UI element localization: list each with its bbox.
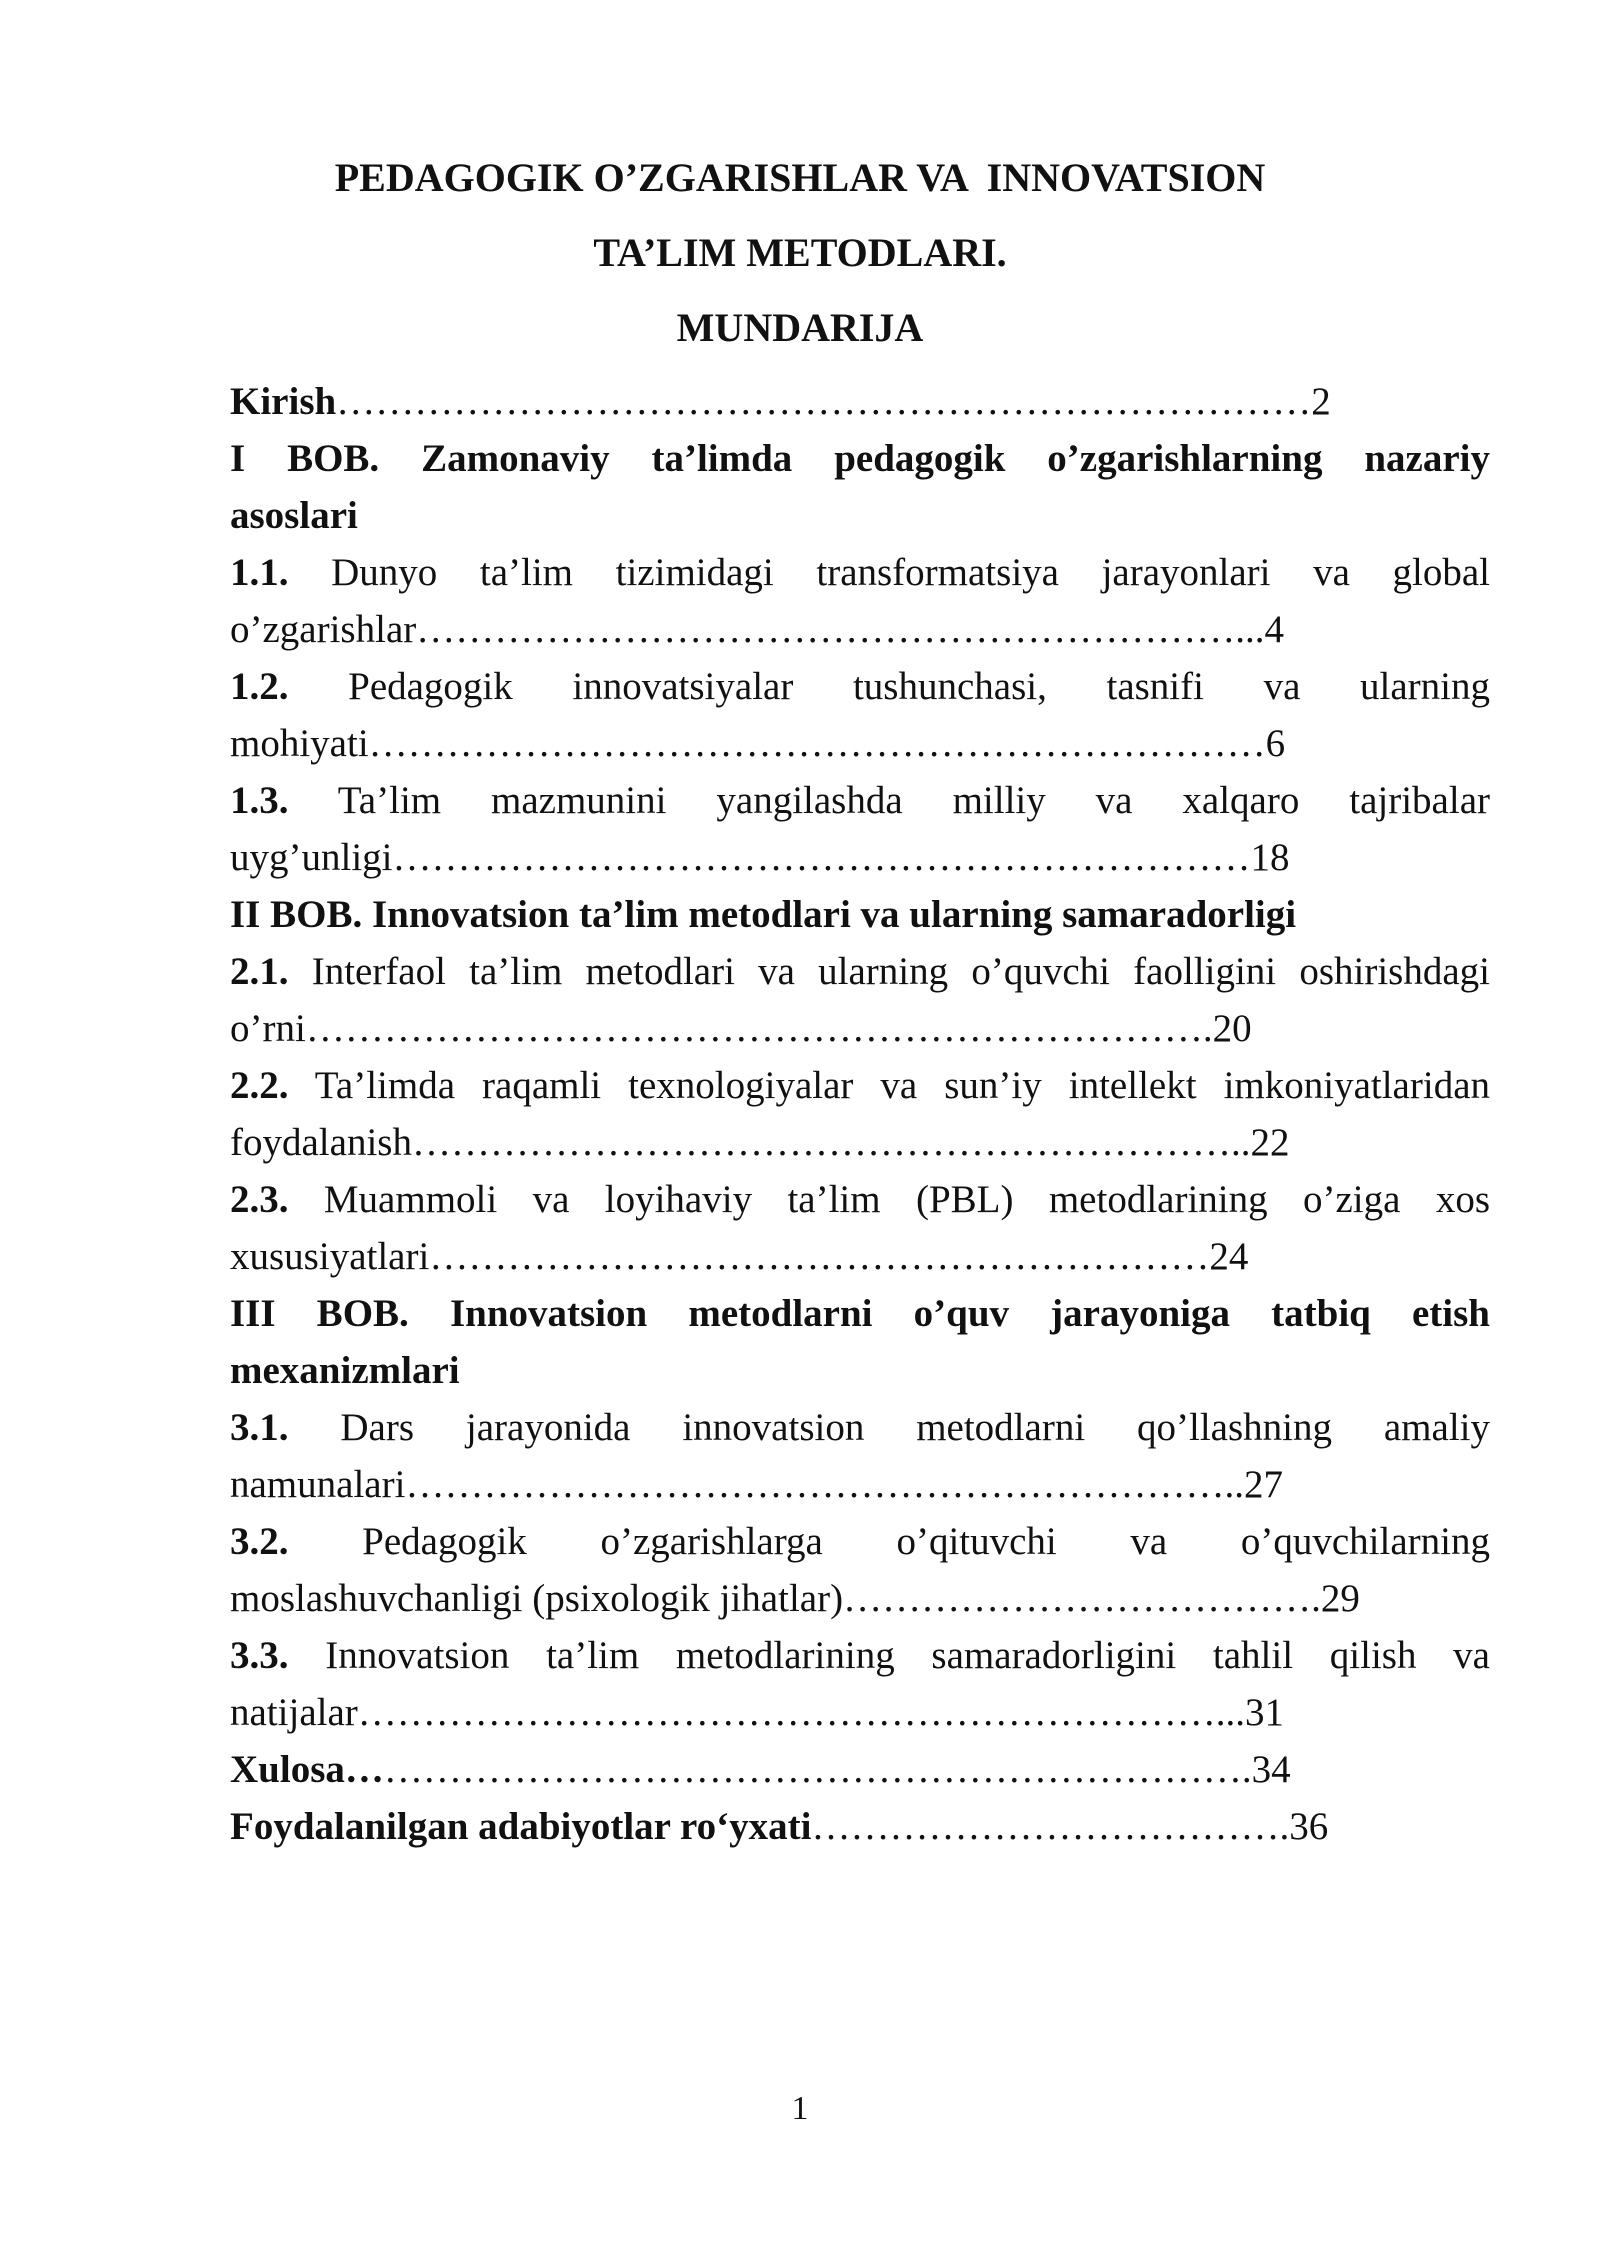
toc-entry-title-cont: uyg’unligi	[230, 836, 393, 879]
toc-entry-title-cont: o’rni	[230, 1007, 306, 1050]
page-number: 1	[791, 2090, 809, 2127]
toc-entry-1-2	[230, 658, 1490, 715]
toc-page-number: 20	[1212, 1007, 1252, 1050]
toc-chapter-1-heading: I BOB. Zamonaviy ta’limda pedagogik o’zgarishlarning nazariy	[230, 437, 1490, 480]
toc-page-number: 29	[1320, 1577, 1360, 1620]
toc-entry-title-cont: mohiyati	[230, 722, 369, 765]
toc-entry-title-cont: natijalar	[230, 1691, 358, 1734]
toc-section-number: 3.2.	[230, 1520, 289, 1563]
toc-chapter-2-heading: II BOB. Innovatsion ta’lim metodlari va ularning samaradorligi	[230, 893, 1297, 936]
toc-entry-title: Pedagogik innovatsiyalar tushunchasi, tasnifi va ularning	[288, 665, 1490, 708]
toc-chapter-3-heading-cont: mexanizmlari	[230, 1349, 460, 1392]
toc-entry-title-cont: moslashuvchanligi (psixologik jihatlar)	[230, 1577, 844, 1620]
toc-leader-dots: ………………………………………………………...	[416, 608, 1265, 651]
toc-section-number: 3.1.	[230, 1406, 289, 1449]
toc-entry-title: Muammoli va loyihaviy ta’lim (PBL) metodlarining o’ziga xos	[288, 1178, 1490, 1221]
toc-leader-dots: ………………………………………………………..	[411, 1121, 1251, 1164]
toc-section-number: 2.2.	[230, 1064, 289, 1107]
toc-entry-2-2	[230, 1057, 1490, 1114]
toc-entry-references	[230, 1798, 1490, 1855]
toc-section-number: 1.1.	[230, 551, 289, 594]
toc-entry-3-2	[230, 1513, 1490, 1570]
document-title-line-1: PEDAGOGIK O’ZGARISHLAR VA INNOVATSION	[334, 155, 1266, 200]
toc-entry-title: Innovatsion ta’lim metodlarining samaradorligini tahlil qilish va	[288, 1634, 1490, 1677]
document-title-line-2: TA’LIM METODLARI.	[593, 230, 1007, 275]
toc-entry-title: Pedagogik o’zgarishlarga o’qituvchi va o’quvchilarning	[288, 1520, 1490, 1563]
toc-entry-3-2-cont	[230, 1570, 1490, 1627]
toc-leader-dots: ………………………………………………………….	[383, 1748, 1252, 1791]
toc-entry-label: Kirish	[230, 380, 337, 423]
toc-page-number: 6	[1265, 722, 1286, 765]
toc-entry-title-cont: o’zgarishlar	[230, 608, 417, 651]
toc-page-number: 27	[1243, 1463, 1283, 1506]
toc-entry-1-3-cont	[230, 829, 1490, 886]
toc-entry-2-2-cont	[230, 1114, 1490, 1171]
toc-leader-dots: …………………………………………………………………	[336, 380, 1312, 423]
toc-section-number: 1.2.	[230, 665, 289, 708]
toc-heading: MUNDARIJA	[676, 305, 924, 350]
toc-entry-title: Ta’lim mazmunini yangilashda milliy va xalqaro tajribalar	[288, 779, 1490, 822]
toc-page-number: 2	[1311, 380, 1331, 423]
toc-page-number: 4	[1264, 608, 1284, 651]
toc-entry-3-3-cont	[230, 1684, 1490, 1741]
toc-leader-dots: ……………………………….	[811, 1805, 1290, 1848]
toc-leader-dots: ……………………………………………………………	[368, 722, 1266, 765]
toc-section-number: 2.3.	[230, 1178, 289, 1221]
toc-entry-2-3-cont	[230, 1228, 1490, 1285]
toc-entry-title-cont: namunalari	[230, 1463, 406, 1506]
toc-entry-title: Dars jarayonida innovatsion metodlarni qo’llashning amaliy	[288, 1406, 1490, 1449]
toc-section-number: 3.3.	[230, 1634, 289, 1677]
toc-entry-kirish	[230, 373, 1490, 430]
toc-entry-label: Xulosa…	[230, 1748, 384, 1791]
toc-leader-dots: ……………………………….	[843, 1577, 1321, 1620]
toc-page-number: 34	[1251, 1748, 1291, 1791]
toc-page-number: 31	[1245, 1691, 1285, 1734]
toc-page-number: 24	[1209, 1235, 1249, 1278]
toc-entry-title: Interfaol ta’lim metodlari va ularning o’quvchi faolligini oshirishdagi	[288, 950, 1490, 993]
toc-page-number: 36	[1289, 1805, 1329, 1848]
toc-section-number: 1.3.	[230, 779, 289, 822]
toc-entry-1-1-cont	[230, 601, 1490, 658]
toc-chapter-1-heading-cont: asoslari	[230, 494, 358, 537]
toc-page-number: 22	[1250, 1121, 1290, 1164]
toc-entry-label: Foydalanilgan adabiyotlar ro‘yxati	[230, 1805, 812, 1848]
toc-entry-title: Ta’limda raqamli texnologiyalar va sun’iy intellekt imkoniyatlaridan	[288, 1064, 1490, 1107]
toc-entry-3-1	[230, 1399, 1490, 1456]
toc-leader-dots: …………………………………………………………….	[305, 1007, 1213, 1050]
toc-entry-2-3	[230, 1171, 1490, 1228]
toc-leader-dots: ………………………………………………………..	[405, 1463, 1244, 1506]
toc-section-number: 2.1.	[230, 950, 289, 993]
toc-entry-2-1	[230, 943, 1490, 1000]
toc-entry-xulosa	[230, 1741, 1490, 1798]
toc-leader-dots: …………………………………………………………...	[357, 1691, 1246, 1734]
toc-chapter-3-heading: III BOB. Innovatsion metodlarni o’quv jarayoniga tatbiq etish	[230, 1292, 1490, 1335]
toc-entry-2-1-cont	[230, 1000, 1490, 1057]
toc-entry-title-cont: foydalanish	[230, 1121, 412, 1164]
table-of-contents	[230, 373, 1490, 1855]
toc-entry-1-2-cont	[230, 715, 1490, 772]
toc-entry-title: Dunyo ta’lim tizimidagi transformatsiya jarayonlari va global	[288, 551, 1490, 594]
toc-page-number: 18	[1250, 836, 1290, 879]
toc-entry-3-1-cont	[230, 1456, 1490, 1513]
toc-leader-dots: …………………………………………………………	[392, 836, 1251, 879]
toc-entry-1-1	[230, 544, 1490, 601]
toc-entry-3-3	[230, 1627, 1490, 1684]
toc-leader-dots: ……………………………………………………	[429, 1235, 1210, 1278]
toc-entry-1-3	[230, 772, 1490, 829]
toc-entry-title-cont: xususiyatlari	[230, 1235, 430, 1278]
